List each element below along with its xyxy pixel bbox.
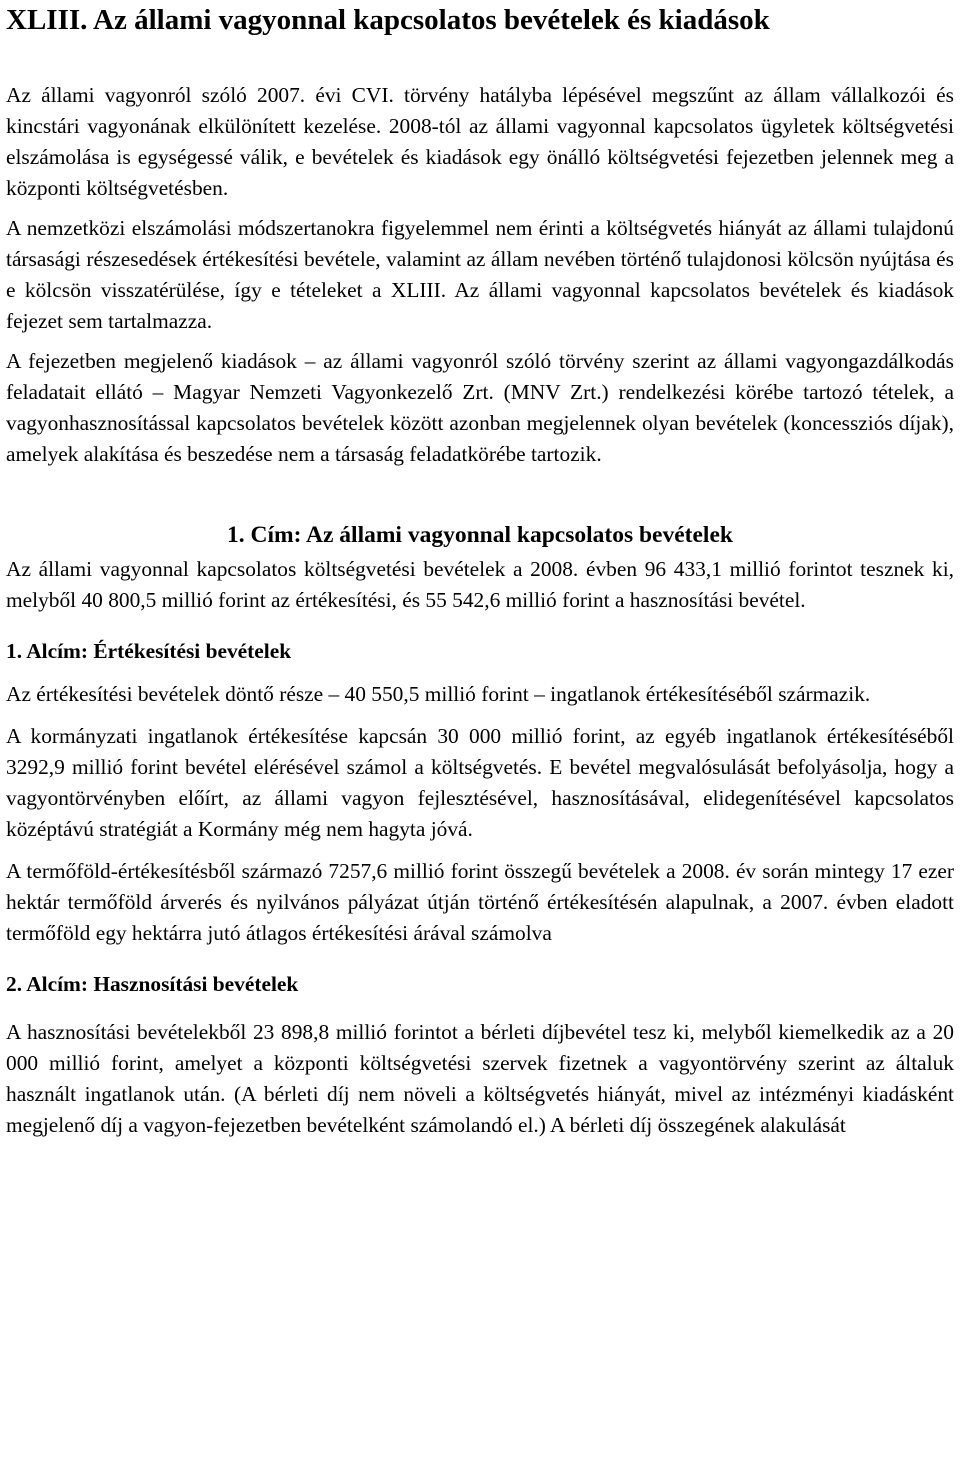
document-page <box>6 0 954 1141</box>
subsection-2-paragraph-1: A hasznosítási bevételekből 23 898,8 millió forintot a bérleti díjbevétel tesz ki, melyből kiemelkedik az a 20 000 millió forint, amelyet a központi költségvetési szervek fizetnek a vagyontörvény szerint az általuk használt ingatlanok után. (A bérleti díj nem növeli a költségvetés hiányát, mivel az intézményi kiadásként megjelenő díj a vagyon-fejezetben bevételként számolandó el.) A bérleti díj összegének alakulását <box>6 1020 954 1137</box>
section-paragraph: Az állami vagyonnal kapcsolatos költségvetési bevételek a 2008. évben 96 433,1 millió forintot tesznek ki, melyből 40 800,5 millió forint az értékesítési, és 55 542,6 millió forint a hasznosítási bevétel. <box>6 557 954 612</box>
intro-paragraph-2: A nemzetközi elszámolási módszertanokra figyelemmel nem érinti a költségvetés hiányát az állami tulajdonú társasági részesedések értékesítési bevétele, valamint az állam nevében történő tulajdonosi kölcsön nyújtása és e kölcsön visszatérülése, így e tételeket a XLIII. Az állami vagyonnal kapcsolatos bevételek és kiadások fejezet sem tartalmazza. <box>6 216 954 333</box>
intro-paragraph-1: Az állami vagyonról szóló 2007. évi CVI. törvény hatályba lépésével megszűnt az állam vállalkozói és kincstári vagyonának elkülönített kezelése. 2008-tól az állami vagyonnal kapcsolatos ügyletek költségvetési elszámolása is egységessé válik, e bevételek és kiadások egy önálló költségvetési fejezetben jelennek meg a központi költségvetésben. <box>6 83 954 200</box>
subsection-title-1: 1. Alcím: Értékesítési bevételek <box>6 639 292 663</box>
subsection-1-paragraph-3: A termőföld-értékesítésből származó 7257,6 millió forint összegű bevételek a 2008. év során mintegy 17 ezer hektár termőföld árverés és nyilvános pályázat útján történő értékesítésén alapulnak, a 2007. évben eladott termőföld egy hektárra jutó átlagos értékesítési árával számolva <box>6 859 954 945</box>
intro-paragraph-3: A fejezetben megjelenő kiadások – az állami vagyonról szóló törvény szerint az állami vagyongazdálkodás feladatait ellátó – Magyar Nemzeti Vagyonkezelő Zrt. (MNV Zrt.) rendelkezési körébe tartozó tételek, a vagyonhasznosítással kapcsolatos bevételek között azonban megjelennek olyan bevételek (koncessziós díjak), amelyek alakítása és beszedése nem a társaság feladatkörébe tartozik. <box>6 349 954 466</box>
document-title: XLIII. Az állami vagyonnal kapcsolatos bevételek és kiadások <box>6 4 770 36</box>
subsection-1-paragraph-2: A kormányzati ingatlanok értékesítése kapcsán 30 000 millió forint, az egyéb ingatlanok értékesítéséből 3292,9 millió forint bevétel elérésével számol a költségvetés. E bevétel megvalósulását befolyásolja, hogy a vagyontörvényben előírt, az állami vagyon fejlesztésével, hasznosításával, elidegenítésével kapcsolatos középtávú stratégiát a Kormány még nem hagyta jóvá. <box>6 724 954 841</box>
section-title: 1. Cím: Az állami vagyonnal kapcsolatos bevételek <box>227 522 733 548</box>
subsection-1-paragraph-1: Az értékesítési bevételek döntő része – 40 550,5 millió forint – ingatlanok értékesítéséből származik. <box>6 682 871 706</box>
subsection-title-2: 2. Alcím: Hasznosítási bevételek <box>6 972 299 996</box>
